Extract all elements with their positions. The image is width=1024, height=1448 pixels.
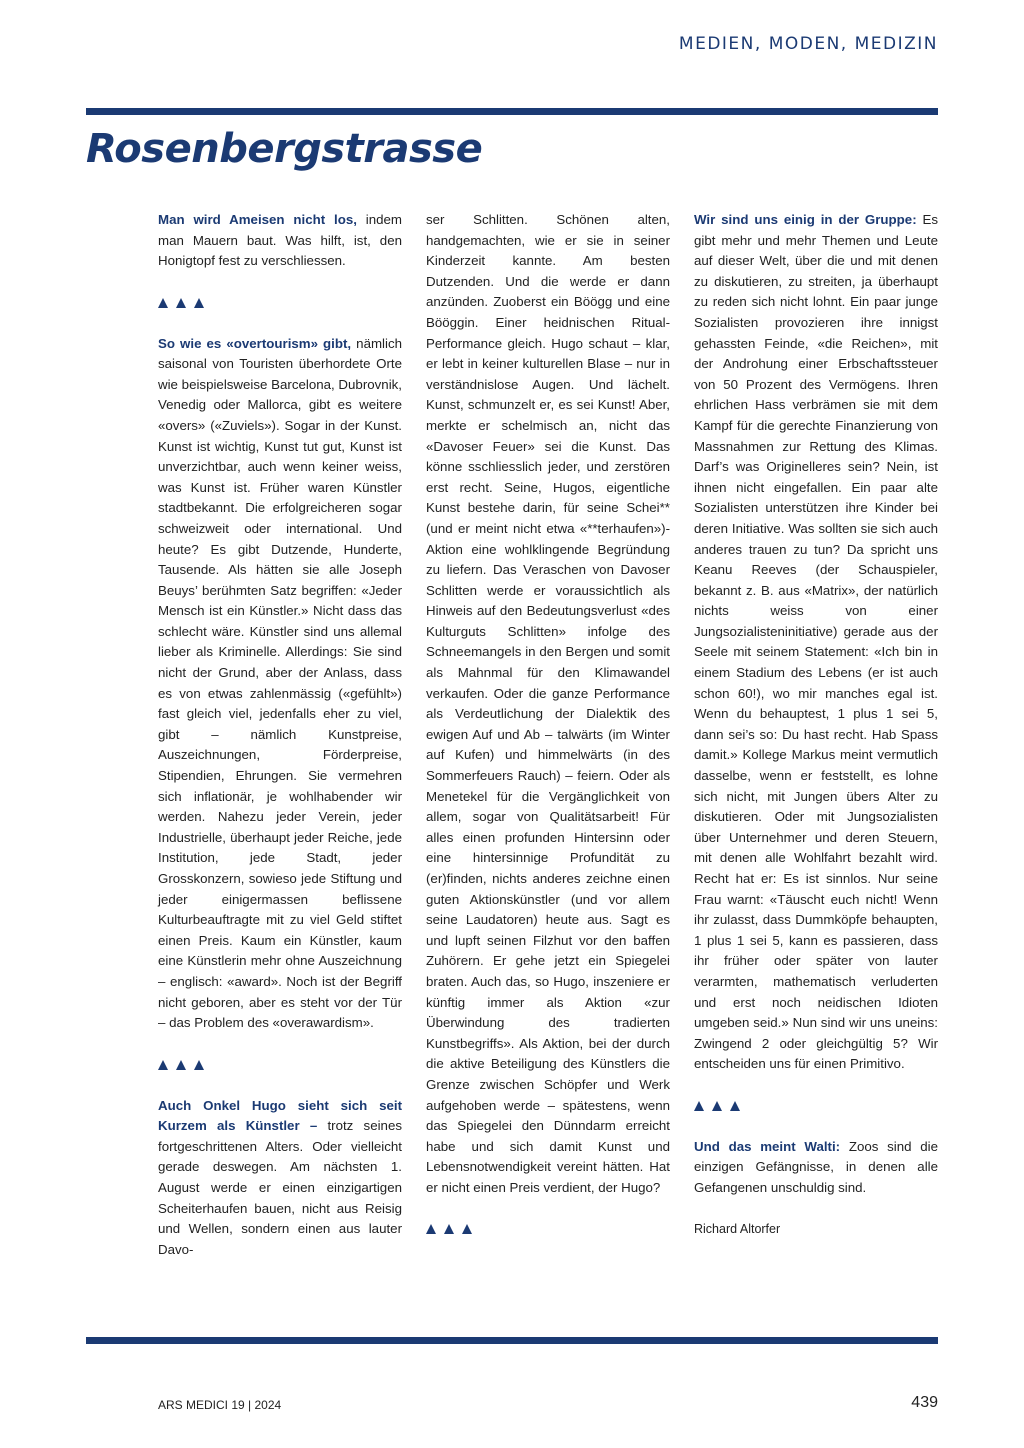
triangle-up-icon [158, 1060, 168, 1070]
paragraph [158, 1096, 402, 1261]
paragraph [694, 1137, 938, 1199]
triangle-up-icon [462, 1224, 472, 1234]
top-rule [86, 108, 938, 115]
page-number: 439 [911, 1394, 938, 1411]
triangle-up-icon [712, 1101, 722, 1111]
triangle-up-icon [426, 1224, 436, 1234]
paragraph [158, 334, 402, 1034]
bottom-rule [86, 1337, 938, 1344]
paragraph-lead: Wir sind uns einig in der Gruppe: [694, 212, 917, 227]
triangle-up-icon [444, 1224, 454, 1234]
section-separator [158, 292, 402, 313]
triangle-up-icon [176, 1060, 186, 1070]
journal-issue: ARS MEDICI 19 | 2024 [158, 1398, 282, 1412]
column-2 [426, 210, 670, 1260]
paragraph-text: indem man Mauern baut. Was hilft, ist, den Honigtopf fest zu verschliessen. [158, 212, 402, 269]
triangle-up-icon [730, 1101, 740, 1111]
triangle-up-icon [194, 1060, 204, 1070]
section-separator [426, 1219, 670, 1240]
article-title: Rosenbergstrasse [86, 126, 483, 172]
triangle-up-icon [694, 1101, 704, 1111]
section-separator [694, 1096, 938, 1117]
paragraph-lead: Auch Onkel Hugo sieht sich seit Kurzem als Künstler – [158, 1097, 402, 1134]
paragraph [426, 210, 670, 1199]
section-separator [158, 1054, 402, 1075]
paragraph [694, 210, 938, 1075]
triangle-up-icon [176, 298, 186, 308]
triangle-up-icon [194, 298, 204, 308]
paragraph-lead: Und das meint Walti: [694, 1138, 841, 1154]
column-1 [158, 210, 402, 1281]
paragraph-lead: Man wird Ameisen nicht los, [158, 212, 357, 227]
paragraph-text: nämlich saisonal von Touristen überhordete Orte wie beispielsweise Barcelona, Dubrovnik, Venedig oder Mallorca, gibt es weitere «overs» («Zuviels»). Sogar in der Kunst. Kunst ist wichtig, Kunst tut gut, Kunst ist unverzichtbar, auch wenn keiner weiss, was Kunst ist. Früher waren Künstler stadtbekannt. Die erfolgreicheren sogar schweizweit oder international. Und heute? Es gibt Dutzende, Hunderte, Tausende. Als hätten sie alle Joseph Beuys’ berühmten Satz begriffen: «Jeder Mensch ist ein Künstler.» Nicht dass das schlecht wäre. Künstler sind uns allemal lieber als Kriminelle. Allerdings: Sie sind nicht der Grund, aber der Anlass, dass es von etwas zahlenmässig («gefühlt») fast gleich viel, jedenfalls eher zu viel, gibt – nämlich Kunstpreise, Auszeichnungen, Förderpreise, Stipendien, Ehrungen. Sie vermehren sich inflationär, je wohlhabender wir werden. Nahezu jeder Verein, jeder Industrielle, überhaupt jeder Reiche, jede Institution, jede Stadt, jeder Grosskonzern, sowieso jede Stiftung und jeder einigermassen beflissene Kulturbeauftragte mit zu viel Geld stiftet einen Preis. Kaum ein Künstler, kaum eine Künstlerin mehr ohne Auszeichnung – englisch: «award». Noch ist der Begriff nicht geboren, aber es steht vor der Tür – das Problem des «overawardism». [158, 335, 402, 1031]
paragraph-text: Zoos sind die einzigen Gefängnisse, in denen alle Gefangenen unschuldig sind. [694, 1138, 938, 1195]
triangle-up-icon [158, 298, 168, 308]
author-name: Richard Altorfer [694, 1222, 781, 1237]
paragraph-text: ser Schlitten. Schönen alten, handgemachten, wie er sie in seiner Kinderzeit kannte. Am besten Dutzenden. Und die werde er dann anzünden. Zuoberst ein Böögg und eine Bööggin. Einer heidnischen Ritual-Performance gleich. Hugo schaut – klar, er lebt in keiner kulturellen Blase – nur in verständnislose Augen. Und lächelt. Kunst, schmunzelt er, es sei Kunst! Aber, merkte er schelmisch an, nicht das «Davoser Feuer» sei die Kunst. Das könne sschliesslich jeder, und zerstören erst recht. Seine, Hugos, eigentliche Kunst bestehe darin, für seine Schei**(und er meint nicht etwa «**terhaufen»)-Aktion eine wohlklingende Begründung zu liefern. Das Veraschen von Davoser Schlitten werde er voraussichtlich als Hinweis auf den Bedeutungsverlust «des Kulturguts Schlitten» infolge des Schneemangels in den Bergen und somit als Mahnmal für den Klimawandel verkaufen. Oder die ganze Performance als Verdeutlichung der Dialektik des ewigen Auf und Ab – talwärts (im Winter auf Kufen) und himmelwärts (in des Sommerfeuers Rauch) – feiern. Oder als Menetekel für die Vergänglichkeit von allem, sogar von Qualitätsarbeit! Für alles einen profunden Hintersinn oder eine hintersinnige Profundität zu (er)finden, nichts anderes zeichne einen guten Aktionskünstler (und vor allem seine Laudatoren) heute aus. Sagt es und lupft seinen Filzhut vor den baffen Zuhörern. Er gehe jetzt ein Spiegelei braten. Auch das, so Hugo, inszeniere er künftig immer als Aktion «zur Überwindung des tradierten Kunstbegriffs». Als Aktion, bei der durch die aktive Beteiligung des Künstlers die Grenze zwischen Schöpfer und Werk aufgehoben werde – spätestens, wenn das Spiegelei den Dünndarm erreicht habe und sich damit Kunst und Lebensnotwendigkeit vereint hätten. Hat er nicht einen Preis verdient, der Hugo? [426, 212, 670, 1195]
paragraph [158, 210, 402, 272]
section-label: MEDIEN, MODEN, MEDIZIN [678, 34, 938, 54]
paragraph-text: trotz seines fortgeschrittenen Alters. Oder vielleicht gerade deswegen. Am nächsten 1. August werde er einen einzigartigen Scheiterhaufen bauen, nicht aus Reisig und Wellen, sondern einen aus lauter Davo- [158, 1118, 402, 1257]
paragraph-text: Es gibt mehr und mehr Themen und Leute auf dieser Welt, über die und mit denen zu diskutieren, zu streiten, ja überhaupt zu reden sich nicht lohnt. Ein paar junge Sozialisten provozieren ihre innigst gehassten Feinde, «die Reichen», mit der Androhung einer Erbschaftssteuer von 50 Prozent des Vermögens. Ihren ehrlichen Hass verbrämen sie mit dem Kampf für die gerechte Finanzierung von Massnahmen zur Rettung des Klimas. Darf’s was Originelleres sein? Nein, ist ihnen nicht eingefallen. Ein paar alte Sozialisten unterstützen ihre Kinder bei deren Initiative. Was sollten sie sich auch anderes trauen zu tun? Da spricht uns Keanu Reeves (der Schauspieler, bekannt z. B. aus «Matrix», der natürlich nichts weiss von einer Jungsozialisteninitiative) gerade aus der Seele mit seinem Statement: «Ich bin in einem Stadium des Lebens (er ist auch schon 60!), wo mir manches egal ist. Wenn du behauptest, 1 plus 1 sei 5, dann sei’s so: Du hast recht. Hab Spass damit.» Kollege Markus meint vermutlich dasselbe, wenn er feststellt, es lohne sich nicht, mit Jungen übers Alter zu diskutieren. Oder mit Jungsozialisten über Unternehmer und deren Steuern, mit denen alle Wohlfahrt bezahlt wird. Recht hat er: Es ist sinnlos. Nur seine Frau warnt: «Täuscht euch nicht! Wenn ihr zulasst, dass Dummköpfe behaupten, 1 plus 1 sei 5, kann es passieren, dass ihr früher oder später von lauter verarmten, mathematisch verluderten und erst noch neidischen Idioten umgeben seid.» Nun sind wir uns uneins: Zwingend 2 oder gleichgültig 5? Wir entscheiden uns für einen Primitivo. [694, 212, 938, 1072]
paragraph-lead: So wie es «overtourism» gibt, [158, 335, 352, 351]
column-3 [694, 210, 938, 1240]
